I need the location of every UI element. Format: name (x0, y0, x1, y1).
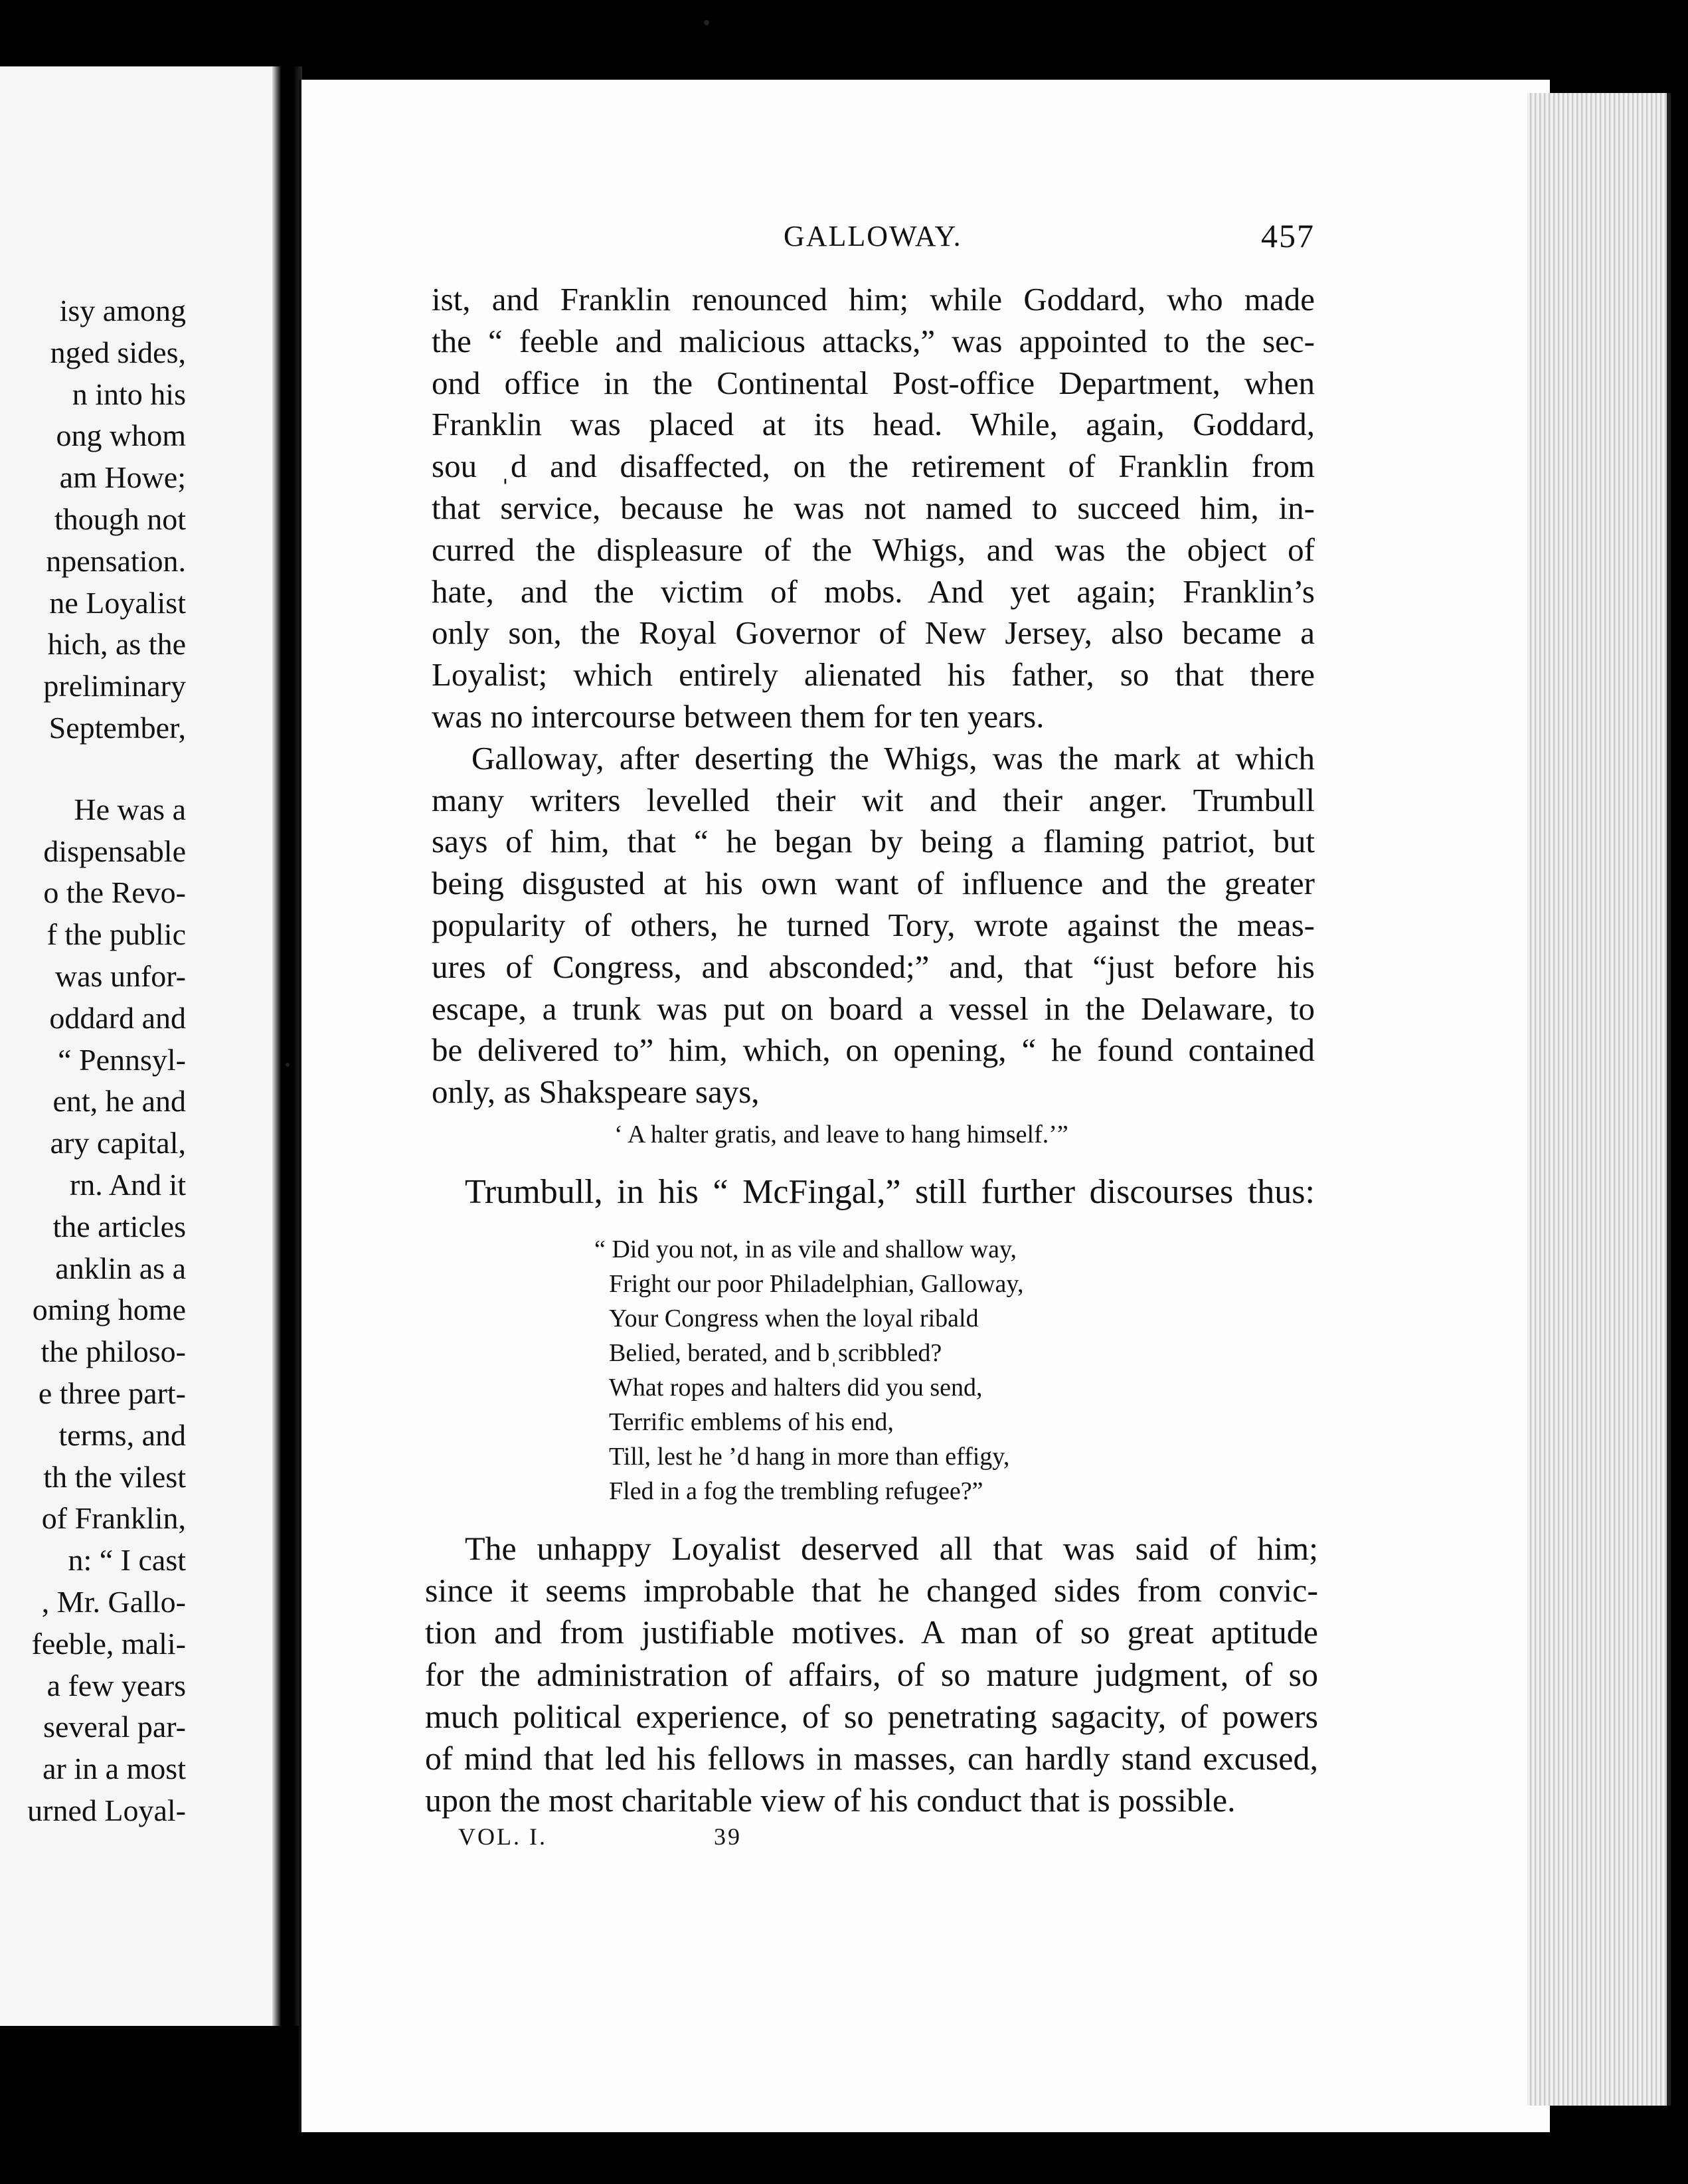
left-text-line (0, 1081, 186, 1123)
left-text-line (0, 1164, 186, 1206)
left-text-line (0, 789, 186, 831)
text-line: ures of Congress, and absconded;” and, that “just before his (432, 948, 1315, 985)
poem-intro: Trumbull, in his “ McFingal,” still further discourses thus: (465, 1173, 1315, 1211)
left-text-line (0, 956, 186, 998)
left-text-line (0, 1123, 186, 1164)
left-text-line (0, 1706, 186, 1748)
text-line: the “ feeble and malicious attacks,” was appointed to the sec- (432, 322, 1315, 359)
left-text-line (0, 666, 186, 707)
poem-line: Belied, berated, and bˌscribbled? (609, 1339, 942, 1367)
left-text-fragment: ar in a most (42, 1752, 186, 1786)
text-line: says of him, that “ he began by being a flaming patriot, but (432, 823, 1315, 860)
paragraph-1 (432, 279, 1315, 738)
left-text-line (0, 1790, 186, 1832)
left-text-fragment: th the vilest (43, 1459, 186, 1494)
left-text-fragment: am Howe; (59, 460, 186, 495)
text-line: much political experience, of so penetrating sagacity, of powers (425, 1697, 1318, 1735)
text-line: hate, and the victim of mobs. And yet again; Franklin’s (432, 573, 1315, 610)
left-text-line (0, 1289, 186, 1331)
left-text-fragment: oddard and (49, 1000, 186, 1035)
left-text-line (0, 998, 186, 1040)
left-text-line (0, 1623, 186, 1665)
left-text-fragment: e three part- (38, 1376, 186, 1410)
left-text-fragment: preliminary (43, 669, 186, 703)
text-line: curred the displeasure of the Whigs, and was the object of (432, 531, 1315, 568)
left-text-line (0, 1415, 186, 1457)
poem-line: Terrific emblems of his end, (609, 1408, 894, 1436)
text-line: sou ˌd and disaffected, on the retirement of Franklin from (432, 448, 1315, 485)
paragraph-2 (432, 738, 1315, 1113)
scan-speck (286, 1063, 290, 1067)
left-text-fragment: o the Revo- (43, 875, 186, 910)
left-text-fragment: several par- (43, 1710, 186, 1744)
left-text-line (0, 1373, 186, 1415)
page-fore-edge (1527, 93, 1671, 2106)
left-text-fragment: was unfor- (54, 958, 186, 993)
left-text-line (0, 415, 186, 457)
left-text-fragment: though not (54, 501, 186, 536)
left-text-fragment: npensation. (46, 543, 186, 578)
left-text-line (0, 872, 186, 914)
left-text-fragment: , Mr. Gallo- (41, 1584, 186, 1619)
left-text-fragment: urned Loyal- (27, 1793, 186, 1827)
left-text-line (0, 374, 186, 416)
left-text-fragment: ong whom (56, 418, 186, 453)
text-line: that service, because he was not named to succeed him, in- (432, 489, 1315, 526)
left-text-fragment: nged sides, (50, 335, 186, 369)
running-head: GALLOWAY. (784, 220, 962, 252)
poem-line: “ Did you not, in as vile and shallow way, (594, 1235, 1017, 1263)
left-text-line (0, 1331, 186, 1373)
shakespeare-quote: ‘ A halter gratis, and leave to hang himself.’” (614, 1121, 1068, 1148)
left-text-fragment: a few years (46, 1668, 186, 1702)
left-text-fragment: rn. And it (69, 1167, 186, 1202)
page-number: 457 (1261, 217, 1315, 254)
left-text-line (0, 541, 186, 583)
left-text-fragment: isy among (59, 294, 186, 327)
text-line: being disgusted at his own want of influence and the greater (432, 865, 1315, 902)
text-line: Loyalist; which entirely alienated his father, so that there (432, 656, 1315, 693)
left-text-line (0, 1040, 186, 1081)
poem-line: Till, lest he ’d hang in more than effigy, (609, 1443, 1010, 1471)
text-line: Galloway, after deserting the Whigs, was the mark at which (471, 739, 1315, 776)
poem-line: What ropes and halters did you send, (609, 1374, 983, 1402)
left-text-line (0, 1248, 186, 1290)
text-line: be delivered to” him, which, on opening, “ he found contained (432, 1032, 1315, 1069)
left-text-fragment: “ Pennsyl- (58, 1042, 186, 1077)
main-text (432, 279, 1315, 1113)
left-text-line (0, 624, 186, 666)
left-text-fragment: ent, he and (52, 1084, 186, 1119)
page-header (784, 219, 1315, 259)
left-text-line (0, 1748, 186, 1790)
left-text-fragment: n into his (72, 377, 186, 411)
text-line: upon the most charitable view of his conduct that is possible. (425, 1781, 1236, 1819)
poem-line: Fled in a fog the trembling refugee?” (609, 1477, 983, 1505)
left-text-line (0, 1206, 186, 1248)
left-text-fragment: the philoso- (41, 1334, 186, 1369)
poem-line: Fright our poor Philadelphian, Galloway, (609, 1270, 1024, 1298)
left-text-line (0, 1498, 186, 1540)
text-line: ist, and Franklin renounced him; while Goddard, who made (432, 281, 1315, 318)
left-text-line (0, 499, 186, 541)
left-text-fragment: anklin as a (55, 1251, 186, 1285)
left-text-line (0, 583, 186, 624)
left-text-line (0, 831, 186, 873)
paragraph-gap (0, 749, 186, 789)
left-text-line (0, 1665, 186, 1707)
paragraph-3 (425, 1528, 1318, 1821)
left-text-line (0, 1540, 186, 1582)
left-text-fragment: oming home (32, 1293, 186, 1327)
text-line: many writers levelled their wit and their anger. Trumbull (432, 781, 1315, 818)
left-text-fragment: f the public (46, 917, 186, 952)
book-gutter (272, 66, 302, 2026)
left-text-fragment: of Franklin, (41, 1501, 186, 1536)
left-text-fragment: He was a (74, 792, 186, 826)
left-text-fragment: ary capital, (50, 1126, 186, 1160)
signature-mark: 39 (714, 1823, 742, 1850)
volume-mark: VOL. I. (458, 1823, 547, 1850)
text-line: tion and from justifiable motives. A man of so great aptitude (425, 1613, 1318, 1651)
left-text-line (0, 457, 186, 499)
left-text-fragment: ne Loyalist (49, 585, 186, 620)
text-line: escape, a trunk was put on board a vessel in the Delaware, to (432, 990, 1315, 1027)
left-text-line (0, 290, 186, 332)
left-text-line (0, 707, 186, 749)
left-text-fragment: the articles (52, 1209, 186, 1243)
left-text-fragment: terms, and (58, 1417, 186, 1452)
poem-line: Your Congress when the loyal ribald (609, 1305, 979, 1332)
left-facing-page (0, 66, 272, 2026)
mcfingal-poem (594, 1232, 1023, 1508)
left-text-fragment: September, (48, 710, 186, 745)
left-text-fragment: dispensable (43, 834, 186, 868)
left-text-line (0, 914, 186, 956)
left-text-line (0, 332, 186, 374)
left-text-fragment: feeble, mali- (31, 1626, 186, 1661)
text-line: popularity of others, he turned Tory, wrote against the meas- (432, 906, 1315, 943)
text-line: of mind that led his fellows in masses, can hardly stand excused, (425, 1739, 1318, 1777)
text-line: The unhappy Loyalist deserved all that was said of him; (465, 1530, 1318, 1567)
text-line: ond office in the Continental Post-office Department, when (432, 364, 1315, 401)
left-text-line (0, 1457, 186, 1499)
text-line: for the administration of affairs, of so mature judgment, of so (425, 1655, 1318, 1693)
left-page-text (0, 290, 186, 1832)
scan-speck (704, 20, 709, 25)
text-line: only son, the Royal Governor of New Jersey, also became a (432, 614, 1315, 652)
text-line: only, as Shakspeare says, (432, 1073, 760, 1111)
left-text-fragment: n: “ I cast (68, 1543, 186, 1578)
text-line: was no intercourse between them for ten years. (432, 697, 1045, 735)
left-text-line (0, 1582, 186, 1623)
left-text-fragment: hich, as the (47, 627, 186, 662)
text-line: since it seems improbable that he changed sides from convic- (425, 1572, 1318, 1609)
text-line: Franklin was placed at its head. While, again, Goddard, (432, 406, 1315, 443)
